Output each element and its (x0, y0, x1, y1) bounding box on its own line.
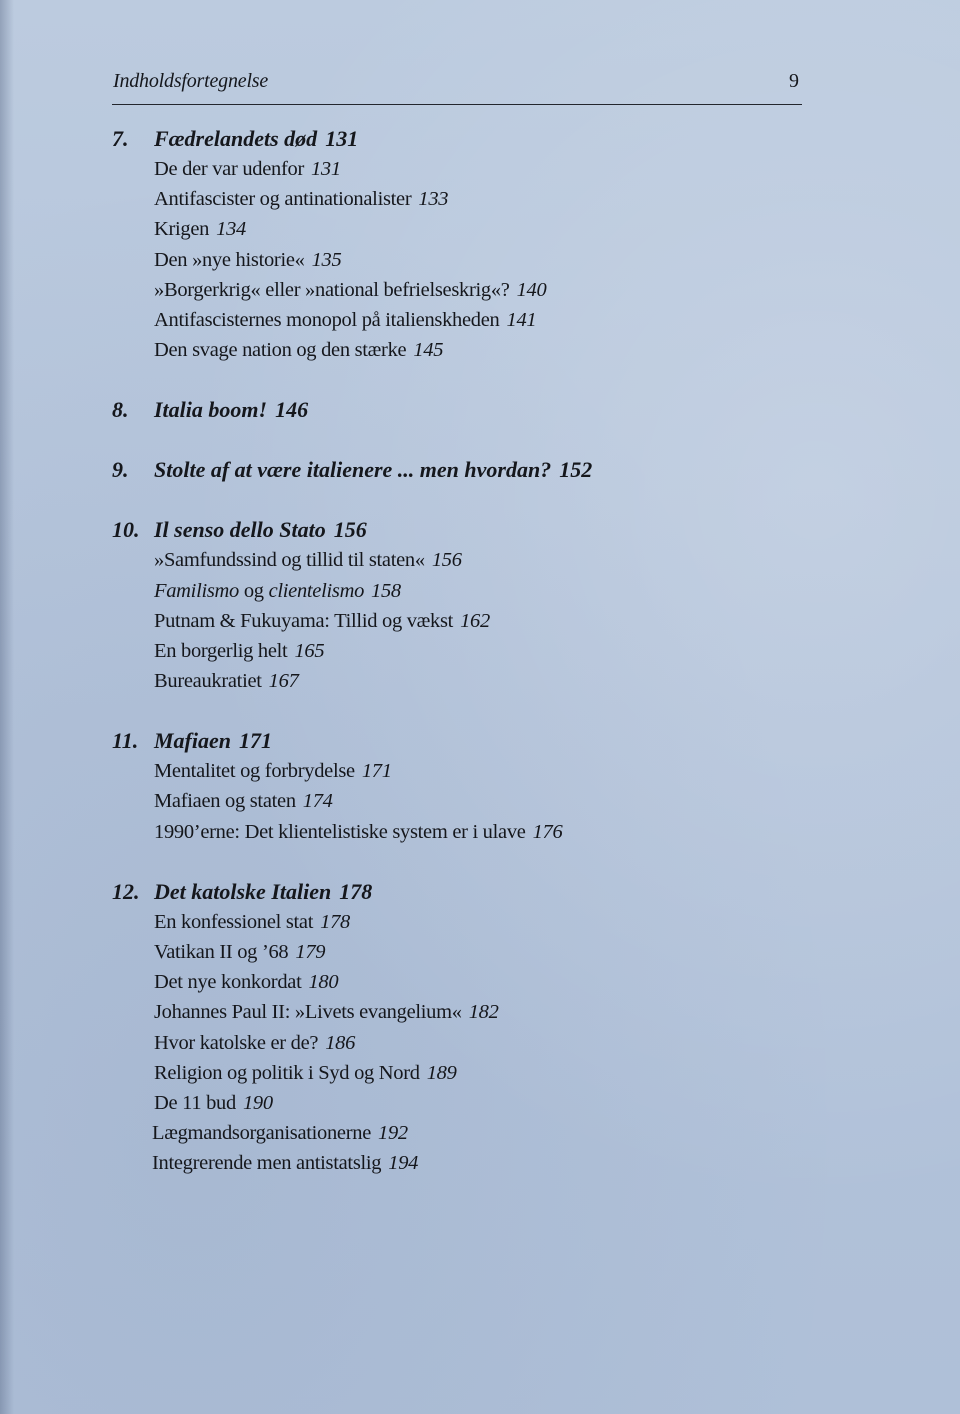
entry-page: 194 (388, 1152, 419, 1175)
chapter-number: 11. (112, 728, 139, 754)
entry-title: Den svage nation og den stærke (154, 339, 407, 362)
toc-entry[interactable] (154, 636, 812, 666)
toc-entry[interactable] (154, 1088, 812, 1118)
entry-page: 192 (378, 1122, 408, 1145)
entry-title: Den »nye historie« (154, 248, 305, 271)
header-rule (112, 104, 802, 105)
chapter-number: 8. (112, 397, 129, 423)
entry-title: Vatikan II og ’68 (154, 941, 289, 963)
entry-page: 167 (268, 670, 299, 693)
chapter-11 (112, 726, 812, 847)
entry-title: Det nye konkordat (154, 971, 302, 994)
entry-page: 131 (310, 158, 341, 180)
entry-title: Integrerende men antistatslig (152, 1152, 382, 1175)
chapter-title: Mafiaen (154, 728, 231, 754)
chapter-heading[interactable] (112, 395, 812, 425)
chapter-8 (112, 395, 812, 425)
entry-page: 141 (506, 308, 537, 331)
toc-entry[interactable] (154, 937, 812, 967)
entry-title: Johannes Paul II: »Livets evangelium« (154, 1001, 462, 1024)
entry-page: 145 (413, 339, 444, 362)
table-of-contents (112, 124, 812, 1209)
entry-title: »Borgerkrig« eller »national befrielseskrig«? (154, 278, 510, 301)
entry-title: 1990’erne: Det klientelistiske system er i ulave (154, 820, 526, 843)
page-edge-shadow (0, 0, 14, 1414)
toc-entry[interactable] (154, 606, 812, 636)
toc-entry[interactable] (154, 817, 812, 847)
running-title: Indholdsfortegnelse (113, 70, 269, 92)
entry-page: 135 (311, 248, 342, 271)
entry-title: En borgerlig helt (154, 639, 288, 662)
entry-page: 171 (361, 760, 392, 783)
chapter-12 (112, 877, 812, 1179)
toc-entry[interactable] (154, 1028, 812, 1058)
chapter-heading[interactable] (112, 124, 812, 154)
chapter-page: 131 (325, 126, 359, 151)
entry-title: Mentalitet og forbrydelse (154, 760, 355, 783)
entry-title: Religion og politik i Syd og Nord (154, 1061, 420, 1084)
entry-title: Putnam & Fukuyama: Tillid og vækst (154, 609, 454, 632)
entry-page: 134 (216, 218, 246, 241)
toc-entry[interactable] (154, 1058, 812, 1088)
chapter-heading[interactable] (112, 877, 812, 907)
chapter-title: Fædrelandets død (154, 126, 318, 151)
entry-title: De 11 bud (154, 1091, 236, 1114)
entry-title-part: Familismo (154, 579, 239, 602)
entry-title: Antifascisternes monopol på italienskheden (154, 308, 500, 331)
chapter-title: Det katolske Italien (154, 878, 332, 904)
entry-title: Bureaukratiet (154, 670, 262, 693)
chapter-title: Il senso dello Stato (154, 517, 326, 543)
chapter-heading[interactable] (112, 455, 812, 485)
toc-entry[interactable] (154, 666, 812, 696)
entry-title: »Samfundssind og tillid til staten« (154, 549, 425, 572)
chapter-number: 10. (112, 517, 140, 543)
entry-page: 179 (295, 941, 326, 963)
page-number: 9 (789, 70, 799, 92)
chapter-page: 156 (333, 517, 367, 543)
toc-entry[interactable] (152, 1118, 812, 1148)
entry-page: 186 (325, 1031, 356, 1054)
entry-page: 158 (371, 579, 401, 602)
entry-page: 182 (468, 1001, 499, 1024)
chapter-page: 152 (559, 457, 593, 483)
chapter-number: 7. (112, 126, 129, 151)
chapter-heading[interactable] (112, 515, 812, 545)
entry-title-part: clientelismo (268, 579, 365, 602)
entry-page: 133 (418, 188, 449, 211)
entry-title: Antifascister og antinationalister (154, 188, 412, 211)
entry-page: 178 (320, 910, 350, 933)
toc-entry[interactable] (152, 1148, 812, 1178)
toc-entry[interactable] (154, 545, 812, 575)
toc-entry[interactable] (154, 997, 812, 1027)
entry-page: 156 (431, 549, 462, 572)
chapter-title: Stolte af at være italienere ... men hvordan? (154, 457, 552, 483)
chapter-heading[interactable] (112, 726, 812, 756)
entry-title-part: og (239, 579, 269, 602)
toc-entry[interactable] (154, 154, 812, 184)
chapter-page: 146 (275, 397, 309, 423)
chapter-page: 178 (339, 878, 373, 904)
toc-entry[interactable] (154, 214, 812, 244)
chapter-9 (112, 455, 812, 485)
toc-entry[interactable] (154, 786, 812, 816)
chapter-number: 9. (112, 457, 129, 483)
entry-page: 165 (294, 639, 325, 662)
chapter-title: Italia boom! (154, 397, 268, 423)
entry-title: Hvor katolske er de? (154, 1031, 319, 1054)
entry-title: Mafiaen og staten (154, 790, 296, 813)
entry-page: 189 (426, 1061, 457, 1084)
toc-entry[interactable] (154, 907, 812, 937)
chapter-7 (112, 124, 812, 365)
toc-entry[interactable] (154, 335, 812, 365)
chapter-page: 171 (239, 728, 272, 754)
toc-entry[interactable] (154, 967, 812, 997)
toc-entry[interactable] (154, 184, 812, 214)
toc-entry[interactable] (154, 576, 812, 606)
toc-entry[interactable] (154, 245, 812, 275)
entry-title: De der var udenfor (154, 158, 304, 180)
entry-page: 174 (302, 790, 333, 813)
entry-page: 140 (516, 278, 547, 301)
chapter-number: 12. (112, 878, 140, 904)
toc-entry[interactable] (154, 305, 812, 335)
entry-page: 180 (308, 971, 339, 994)
entry-title: En konfessionel stat (154, 910, 314, 933)
entry-title: Krigen (154, 218, 210, 241)
toc-entry[interactable] (154, 275, 812, 305)
entry-page: 190 (242, 1091, 273, 1114)
entry-page: 176 (532, 820, 563, 843)
toc-entry[interactable] (154, 756, 812, 786)
entry-page: 162 (460, 609, 490, 632)
entry-title: Lægmandsorganisationerne (152, 1122, 372, 1145)
chapter-10 (112, 515, 812, 696)
